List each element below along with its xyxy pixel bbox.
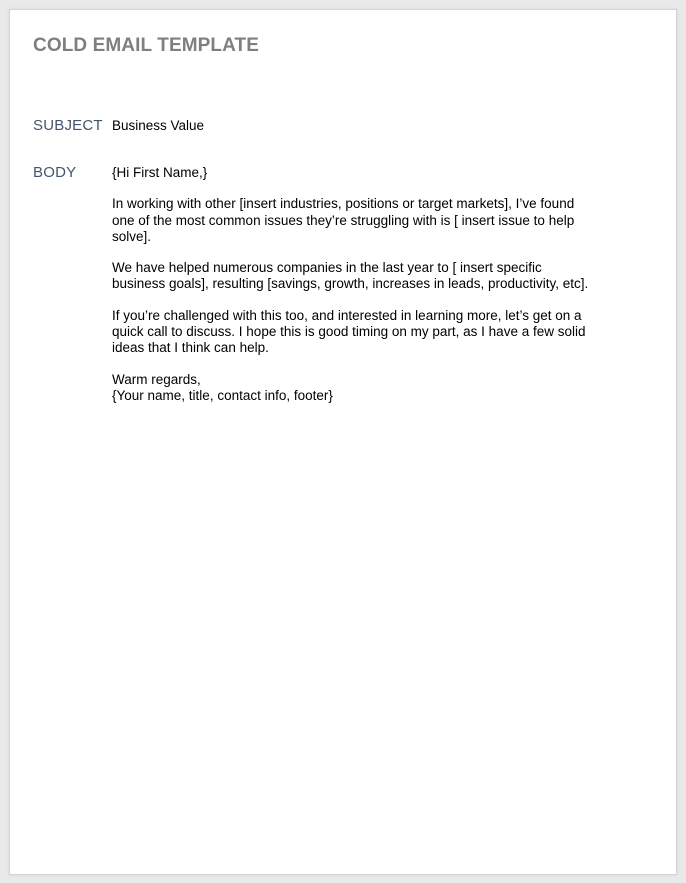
body-paragraph-1: In working with other [insert industries, positions or target markets], I’ve found one of the most common issues they’re struggling with is [ insert issue to help solve].	[112, 196, 575, 244]
document-page	[9, 9, 677, 875]
body-paragraph-2: We have helped numerous companies in the last year to [ insert specific business goals], resulting [savings, growth, increases in leads, productivity, etc].	[112, 260, 589, 292]
body-greeting: {Hi First Name,}	[112, 165, 208, 180]
subject-value: Business Value	[112, 118, 205, 133]
email-body	[112, 165, 592, 419]
signature-line: {Your name, title, contact info, footer}	[112, 387, 333, 403]
subject-label: SUBJECT	[33, 117, 103, 134]
body-paragraph-3: If you’re challenged with this too, and interested in learning more, let’s get on a quick call to discuss. I hope this is good timing on my part, as I have a few solid ideas that I think can help.	[112, 307, 586, 356]
closing-line: Warm regards,	[112, 371, 201, 387]
body-closing-block	[112, 372, 592, 405]
page-title: COLD EMAIL TEMPLATE	[33, 35, 260, 56]
body-label: BODY	[33, 164, 77, 181]
